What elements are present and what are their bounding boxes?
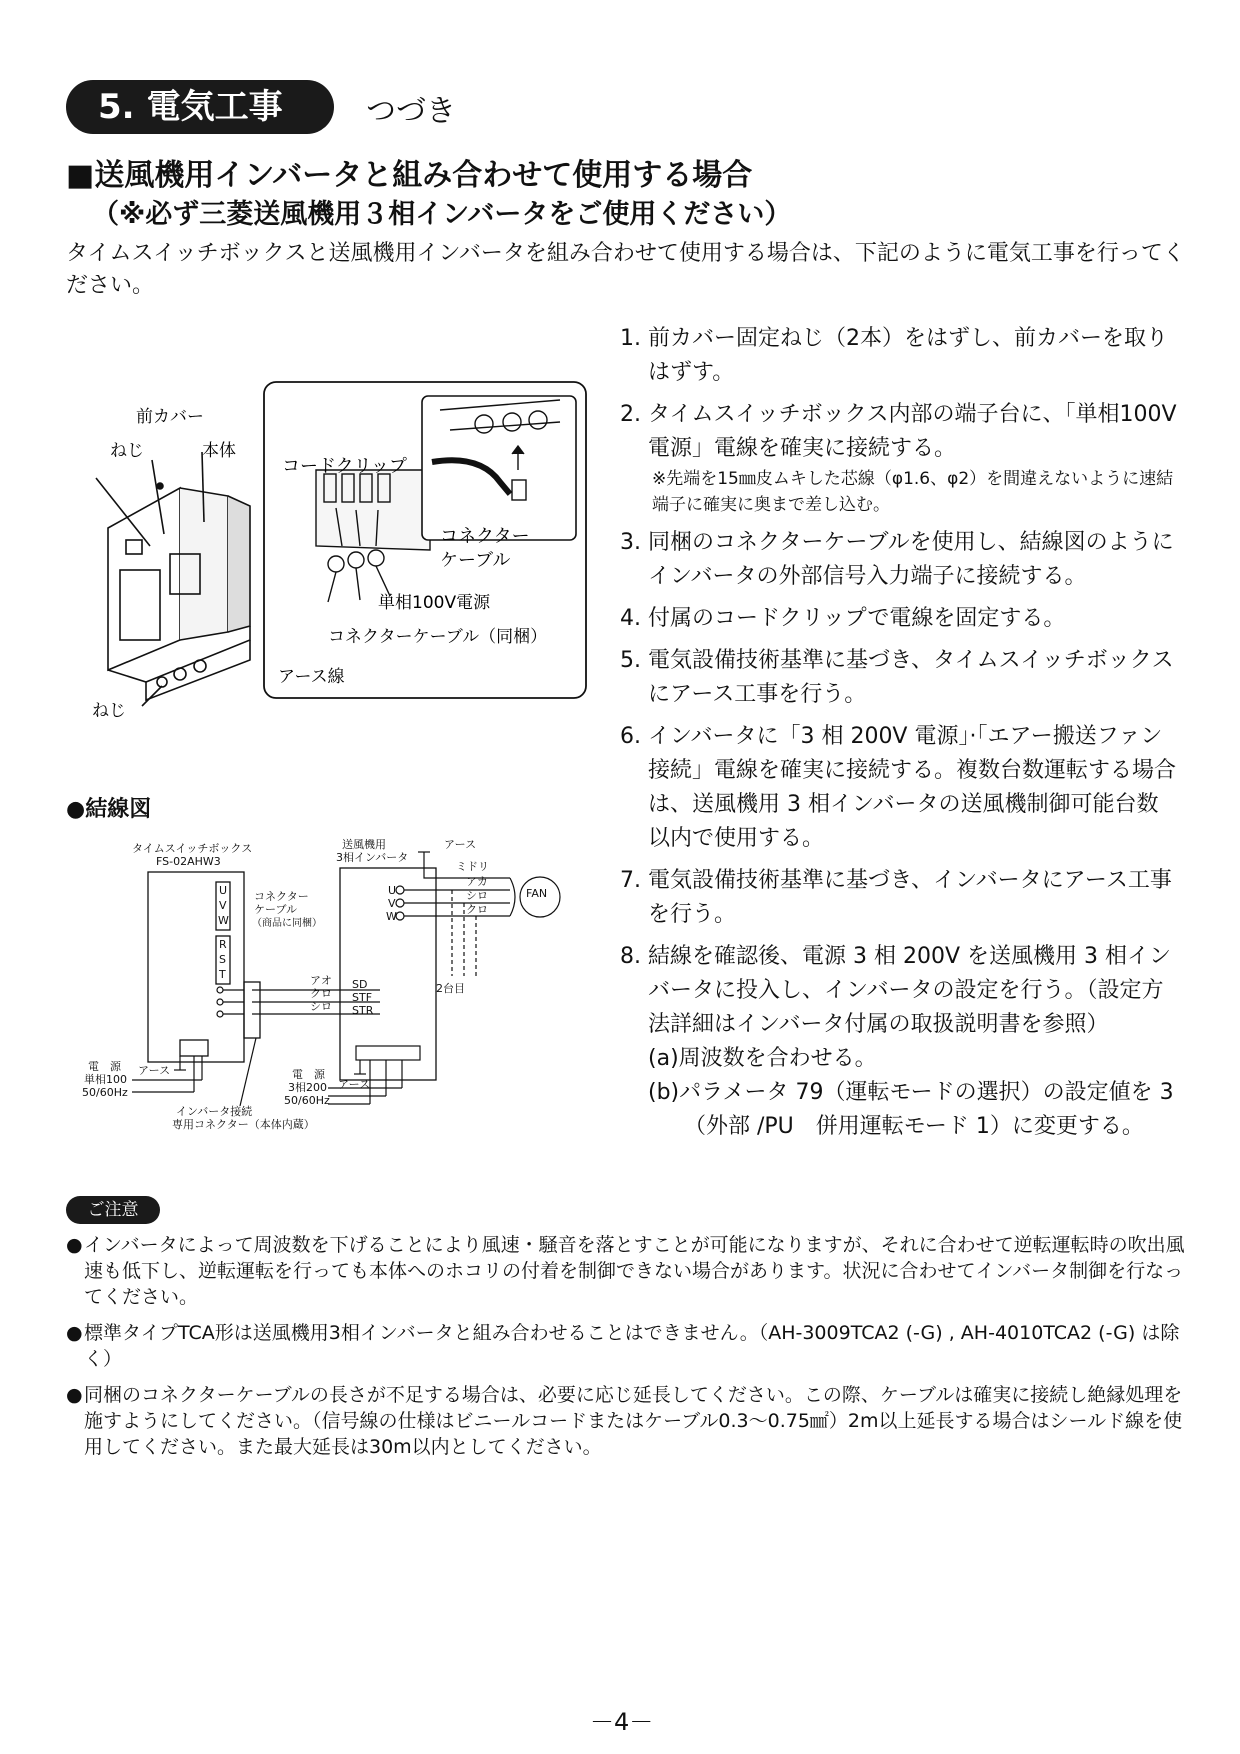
section-title: 電気工事: [146, 87, 283, 127]
step-3: 3. 同梱のコネクターケーブルを使用し、結線図のようにインバータの外部信号入力端子に接続する。: [620, 530, 1174, 589]
inv-label-1: 送風機用: [342, 838, 386, 851]
step-2-note: ※先端を15㎜皮ムキした芯線（φ1.6、φ2）を間違えないように速結端子に確実に奥まで差し込む。: [652, 469, 1174, 515]
label-screw-bottom: ねじ: [92, 701, 126, 721]
term-v: V: [219, 899, 227, 912]
label-front-cover: 前カバー: [136, 407, 204, 427]
step-8: 8. 結線を確認後、電源 3 相 200V を送風機用 3 相インバータに投入し、インバータの設定を行う。（設定方法詳細はインバータ付属の取扱説明書を参照） (a)周波数を合わせる。 (b)パラメータ 79（運転モードの選択）の設定値を 3（外部 /PU 併用運転モード 1）に変更する。: [620, 940, 1180, 1144]
cable-label-3: （商品に同梱）: [252, 918, 322, 929]
power-right-3: 50/60Hz: [284, 1094, 330, 1107]
inv-term-stf: STF: [352, 991, 373, 1004]
step-7: 7. 電気設備技術基準に基づき、インバータにアース工事を行う。: [620, 868, 1172, 927]
heading-title: ■送風機用インバータと組み合わせて使用する場合: [66, 158, 753, 193]
step-6: 6. インバータに「3 相 200V 電源」·「エアー搬送ファン接続」電線を確実に接続する。複数台数運転する場合は、送風機用 3 相インバータの送風機制御可能台数以内で使用する。: [620, 724, 1177, 851]
inv-label-2: 3相インバータ: [336, 851, 409, 864]
inv-out-w: W: [386, 910, 397, 923]
intro-text: タイムスイッチボックスと送風機用インバータを組み合わせて使用する場合は、下記のように電気工事を行ってください。: [66, 241, 1185, 298]
power-left-3: 50/60Hz: [82, 1086, 128, 1099]
caution-note: ● 同梱のコネクターケーブルの長さが不足する場合は、必要に応じ延長してください。この際、ケーブルは確実に接続し絶縁処理を施すようにしてください。（信号線の仕様はビニールコードまたはケーブル0.3～0.75㎟）2m以上延長する場合はシールド線を使用してください。また最大延長は30m以内としてください。: [66, 1384, 1183, 1458]
label-connector-1: コネクター: [440, 526, 530, 547]
label-connector-2: ケーブル: [440, 550, 511, 571]
installation-figure: [60, 370, 600, 730]
caution-badge: ご注意: [66, 1196, 160, 1224]
term-u: U: [219, 884, 228, 897]
motor-black: クロ: [466, 903, 488, 916]
cable-label-1: コネクター: [254, 890, 309, 903]
earth-left: アース: [138, 1064, 171, 1077]
term-t: T: [219, 968, 226, 981]
step-8-option-a: (a)周波数を合わせる。: [648, 1046, 877, 1071]
connector-note-1: インバータ接続: [176, 1105, 253, 1118]
earth-right: アース: [338, 1078, 371, 1091]
power-right-2: 3相200: [288, 1081, 327, 1094]
fan-label: FAN: [526, 887, 548, 900]
step-1: 1. 前カバー固定ねじ（2本）をはずし、前カバーを取りはずす。: [620, 326, 1168, 385]
wiring-title: ●結線図: [66, 797, 152, 822]
wire-color-white: シロ: [310, 1000, 332, 1013]
ts-model: FS-02AHW3: [156, 855, 221, 868]
step-8-option-b: (b)パラメータ 79（運転モードの選択）の設定値を 3（外部 /PU 併用運転モード 1）に変更する。: [648, 1080, 1174, 1139]
inv-term-sd: SD: [352, 978, 368, 991]
wire-color-blue: アオ: [310, 974, 332, 987]
connector-note-2: 専用コネクター（本体内蔵）: [172, 1118, 315, 1131]
label-earth-wire: アース線: [278, 667, 345, 687]
step-4: 4. 付属のコードクリップで電線を固定する。: [620, 606, 1066, 631]
inv-out-v: V: [388, 897, 396, 910]
power-left-2: 単相100: [84, 1073, 127, 1086]
section-number: 5.: [98, 87, 135, 127]
term-s: S: [219, 953, 226, 966]
inv-term-str: STR: [352, 1004, 374, 1017]
label-cord-clip: コードクリップ: [282, 456, 407, 477]
term-w: W: [218, 914, 229, 927]
power-left-1: 電 源: [88, 1060, 121, 1073]
page-number: －4－: [590, 1708, 654, 1736]
ts-label: タイムスイッチボックス: [132, 842, 253, 855]
power-right-1: 電 源: [292, 1068, 325, 1081]
earth-top: アース: [444, 838, 477, 851]
heading-subtitle: （※必ず三菱送風機用３相インバータをご使用ください）: [92, 199, 792, 230]
cable-label-2: ケーブル: [254, 903, 298, 916]
step-5: 5. 電気設備技術基準に基づき、タイムスイッチボックスにアース工事を行う。: [620, 648, 1174, 707]
motor-red: アカ: [466, 875, 488, 888]
motor-white: シロ: [466, 889, 488, 902]
motor-green: ミドリ: [456, 860, 489, 873]
label-power-single: 単相100V電源: [378, 593, 491, 613]
caution-notes: [66, 1232, 1186, 1470]
section-badge: [66, 80, 334, 134]
caution-note: ● インバータによって周波数を下げることにより風速・騒音を落とすことが可能になりますが、それに合わせて逆転運転時の吹出風速も低下し、逆転運転を行っても本体へのホコリの付着を制御できない場合があります。状況に合わせてインバータ制御を行なってください。: [66, 1234, 1185, 1308]
wiring-diagram: [80, 830, 600, 1140]
label-screw-top: ねじ: [110, 441, 144, 461]
caution-note: ● 標準タイプTCA形は送風機用3相インバータと組み合わせることはできません。（AH-3009TCA2 (-G) , AH-4010TCA2 (-G) は除く）: [66, 1322, 1180, 1370]
inv-out-u: U: [388, 884, 397, 897]
steps-list: [620, 322, 1180, 1152]
second-unit: 2台目: [436, 982, 465, 995]
section-continued: つづき: [366, 94, 456, 129]
term-r: R: [219, 938, 227, 951]
label-body: 本体: [202, 441, 236, 461]
step-2: 2. タイムスイッチボックス内部の端子台に、「単相100V 電源」電線を確実に接続する。 ※先端を15㎜皮ムキした芯線（φ1.6、φ2）を間違えないように速結端子に確実に奥まで差し込む。: [620, 398, 1180, 518]
label-connector-bundled: コネクターケーブル（同梱）: [328, 627, 548, 647]
wire-color-black: クロ: [310, 987, 332, 1000]
